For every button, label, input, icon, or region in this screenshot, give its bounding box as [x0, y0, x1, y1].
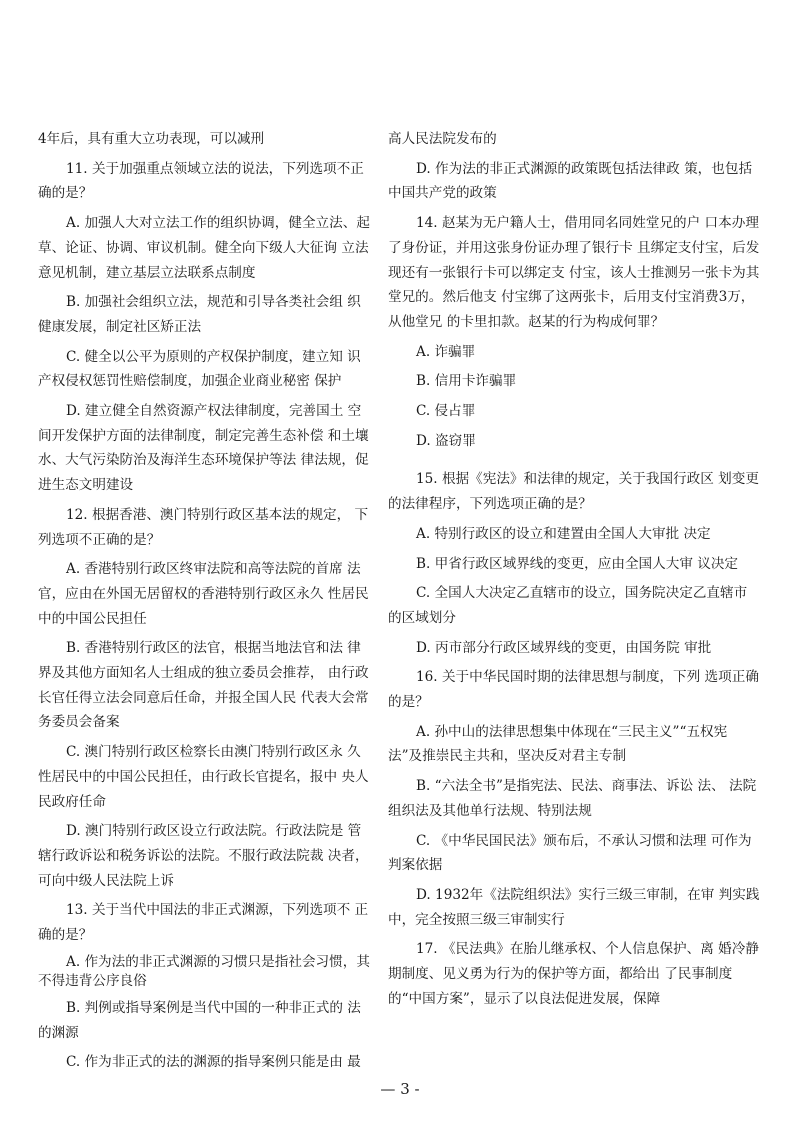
paragraph: A. 加强人大对立法工作的组织协调，健全立法、起草、论证、协调、审议机制。健全向下级人大征询 立法意见机制，建立基层立法联系点制度	[38, 215, 370, 281]
paragraph: D. 1932年《法院组织法》实行三级三审制，在审 判实践中，完全按照三级三审制实行	[388, 886, 760, 928]
paragraph: 14. 赵某为无户籍人士，借用同名同姓堂兄的户 口本办理了身份证，并用这张身份证办理了银行卡 且绑定支付宝，后发现还有一张银行卡可以绑定支 付宝，该人士推测另一张卡为其堂兄的。然后他支 付宝绑了这两张卡，后用支付宝消费3万，从他堂兄 的卡里扣款。赵某的行为构成何罪？	[388, 215, 760, 330]
paragraph: C. 侵占罪	[416, 403, 476, 420]
right-column	[388, 127, 760, 1017]
page-number: — 3 -	[380, 1080, 420, 1098]
paragraph: A. 香港特别行政区终审法院和高等法院的首席 法官，应由在外国无居留权的香港特别行政区永久 性居民中的中国公民担任	[38, 561, 369, 627]
paragraph: 11. 关于加强重点领域立法的说法，下列选项不正确的是？	[38, 160, 364, 202]
paragraph: 13. 关于当代中国法的非正式渊源，下列选项不 正确的是？	[38, 902, 369, 944]
paragraph: B. 加强社会组织立法，规范和引导各类社会组 织健康发展，制定社区矫正法	[38, 294, 361, 335]
paragraph: D. 丙市部分行政区域界线的变更，由国务院 审批	[416, 639, 712, 656]
paragraph: C. 澳门特别行政区检察长由澳门特别行政区永 久性居民中的中国公民担任，由行政长官提名，报中 央人民政府任命	[38, 744, 369, 810]
paragraph: B. 信用卡诈骗罪	[416, 373, 517, 390]
paragraph: A. 特别行政区的设立和建置由全国人大审批 决定	[416, 525, 711, 542]
paragraph: A. 诈骗罪	[416, 343, 476, 360]
paragraph: B. 香港特别行政区的法官，根据当地法官和法 律界及其他方面知名人士组成的独立委员会推荐， 由行政长官任得立法会同意后任命，并报全国人民 代表大会常务委员会备案	[38, 640, 369, 731]
paragraph: D. 作为法的非正式渊源的政策既包括法律政 策，也包括中国共产党的政策	[388, 160, 753, 202]
paragraph: 12. 根据香港、澳门特别行政区基本法的规定， 下列选项不正确的是？	[38, 506, 369, 548]
paragraph: 15. 根据《宪法》和法律的规定，关于我国行政区 划变更的法律程序，下列选项正确的是？	[388, 471, 759, 513]
paragraph: D. 澳门特别行政区设立行政法院。行政法院是 管辖行政诉讼和税务诉讼的法院。不服行政法院裁 决者，可向中级人民法院上诉	[38, 823, 369, 889]
paragraph: 17. 《民法典》在胎儿继承权、个人信息保护、离 婚冷静期制度、见义勇为行为的保护等方面，都给出 了民事制度的“中国方案”，显示了以良法促进发展，保障	[388, 941, 759, 1007]
paragraph: C. 《中华民国民法》颁布后，不承认习惯和法理 可作为判案依据	[388, 832, 752, 874]
paragraph: C. 健全以公平为原则的产权保护制度，建立知 识产权侵权惩罚性赔偿制度，加强企业商业秘密 保护	[38, 348, 361, 390]
paragraph: D. 建立健全自然资源产权法律制度，完善国土 空间开发保护方面的法律制度，制定完善生态补偿 和土壤水、大气污染防治及海洋生态环境保护等法 律法规，促进生态文明建设	[38, 403, 369, 494]
paragraph: 高人民法院发布的	[388, 131, 497, 147]
paragraph: A. 作为法的非正式渊源的习惯只是指社会习惯，其不得违背公序良俗	[38, 953, 370, 989]
paragraph: C. 全国人大决定乙直辖市的设立，国务院决定乙直辖市的区域划分	[388, 585, 748, 626]
paragraph: D. 盗窃罪	[416, 432, 476, 449]
paragraph: 16. 关于中华民国时期的法律思想与制度，下列 选项正确的是？	[388, 669, 759, 711]
left-column	[38, 127, 370, 1080]
paragraph: A. 孙中山的法律思想集中体现在“三民主义”“五权宪法”及推崇民主共和，坚决反对君主专制	[388, 723, 728, 765]
paragraph: 4年后，具有重大立功表现，可以减刑	[38, 131, 265, 147]
paragraph: B. “六法全书”是指宪法、民法、商事法、诉讼 法、 法院组织法及其他单行法规、特别法规	[388, 778, 757, 819]
paragraph: B. 判例或指导案例是当代中国的一种非正式的 法的渊源	[38, 999, 361, 1041]
paragraph: C. 作为非正式的法的渊源的指导案例只能是由 最	[66, 1054, 361, 1071]
paragraph: B. 甲省行政区域界线的变更，应由全国人大审 议决定	[416, 555, 739, 572]
